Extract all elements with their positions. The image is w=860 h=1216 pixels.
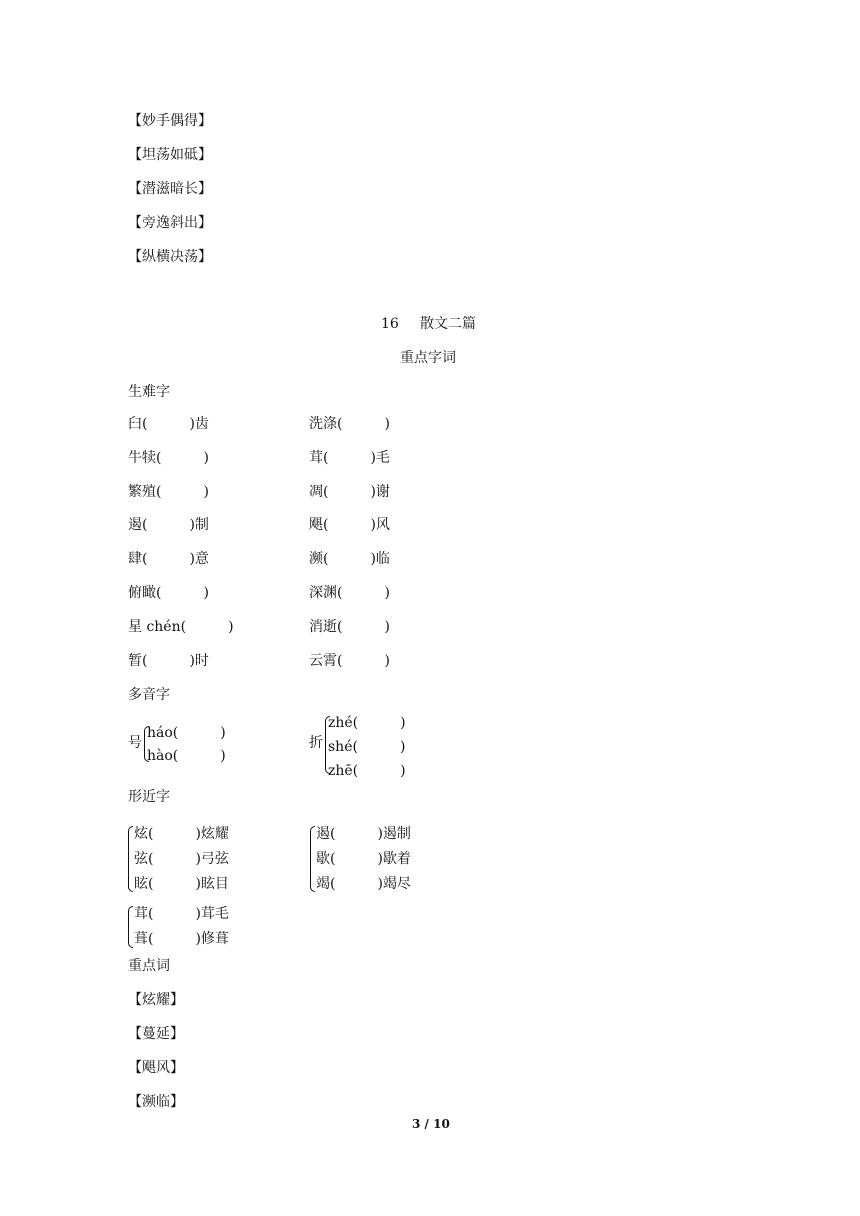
rare-chars-heading: 生难字 xyxy=(128,384,170,400)
polyphonic-heading: 多音字 xyxy=(128,687,170,703)
reading-item: zhé( ) xyxy=(328,715,406,731)
similar-heading: 形近字 xyxy=(128,789,170,805)
reading-item: háo( ) xyxy=(147,725,226,741)
rare-char-item: 星 chén( ) xyxy=(128,619,234,635)
polyphonic-char-hao: 号 xyxy=(128,735,142,751)
rare-char-item: 飓( )风 xyxy=(309,517,390,533)
rare-char-item: 深渊( ) xyxy=(309,585,390,601)
similar-item: 炫( )炫耀 xyxy=(134,826,229,842)
rare-char-item: 消逝( ) xyxy=(309,619,390,635)
key-words-heading: 重点词 xyxy=(128,958,170,974)
reading-item: shé( ) xyxy=(328,739,406,755)
idiom-item: 【纵横决荡】 xyxy=(128,249,212,265)
brace-icon xyxy=(128,906,133,948)
similar-item: 歇( )歇着 xyxy=(316,851,411,867)
idiom-item: 【旁逸斜出】 xyxy=(128,215,212,231)
idiom-item: 【潜滋暗长】 xyxy=(128,181,212,197)
rare-char-item: 茸( )毛 xyxy=(309,450,390,466)
lesson-title: 散文二篇 xyxy=(420,316,476,332)
rare-char-item: 暂( )时 xyxy=(128,653,209,669)
rare-char-item: 洗涤( ) xyxy=(309,416,390,432)
rare-char-item: 云霄( ) xyxy=(309,653,390,669)
rare-char-item: 繁殖( ) xyxy=(128,484,209,500)
similar-item: 葺( )修葺 xyxy=(134,931,229,947)
rare-char-item: 牛犊( ) xyxy=(128,450,209,466)
similar-item: 竭( )竭尽 xyxy=(316,876,411,892)
brace-icon xyxy=(128,826,133,892)
reading-item: hào( ) xyxy=(147,748,226,764)
similar-item: 遏( )遏制 xyxy=(316,826,411,842)
section-title: 重点字词 xyxy=(400,350,456,366)
key-word-item: 【蔓延】 xyxy=(128,1026,184,1042)
key-word-item: 【濒临】 xyxy=(128,1094,184,1110)
similar-item: 茸( )茸毛 xyxy=(134,906,229,922)
page-number: 3 / 10 xyxy=(412,1117,450,1131)
brace-icon xyxy=(310,826,315,892)
idiom-item: 【妙手偶得】 xyxy=(128,113,212,129)
idiom-item: 【坦荡如砥】 xyxy=(128,147,212,163)
rare-char-item: 凋( )谢 xyxy=(309,484,390,500)
reading-item: zhē( ) xyxy=(328,763,406,779)
rare-char-item: 俯瞰( ) xyxy=(128,585,209,601)
key-word-item: 【飓风】 xyxy=(128,1060,184,1076)
similar-item: 眩( )眩目 xyxy=(134,876,229,892)
rare-char-item: 臼( )齿 xyxy=(128,416,209,432)
key-word-item: 【炫耀】 xyxy=(128,992,184,1008)
rare-char-item: 濒( )临 xyxy=(309,551,390,567)
rare-char-item: 遏( )制 xyxy=(128,517,209,533)
rare-char-item: 肆( )意 xyxy=(128,551,209,567)
lesson-number: 16 xyxy=(381,316,399,332)
polyphonic-char-zhe: 折 xyxy=(309,735,323,751)
similar-item: 弦( )弓弦 xyxy=(134,851,229,867)
